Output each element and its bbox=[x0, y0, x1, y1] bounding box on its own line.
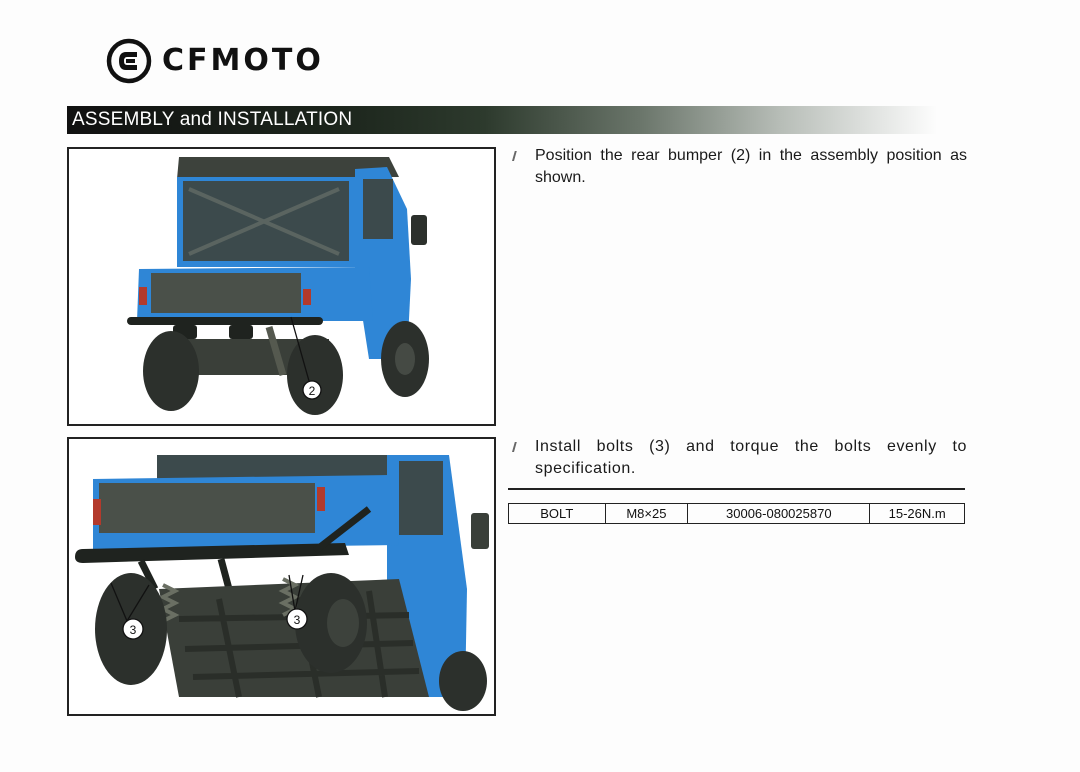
brand-logo bbox=[106, 38, 324, 84]
step-marker: // bbox=[512, 439, 514, 455]
callout-number-2: 2 bbox=[308, 384, 316, 398]
tail-light-left bbox=[139, 287, 147, 305]
cfmoto-logo-icon bbox=[106, 38, 152, 84]
section-header bbox=[67, 106, 937, 134]
step-text: Position the rear bumper (2) in the assembly position as shown. bbox=[535, 147, 967, 186]
vehicle-underside-illustration bbox=[69, 439, 494, 714]
cell-size: M8×25 bbox=[605, 504, 688, 524]
wheel-rear-right bbox=[287, 335, 343, 415]
wheel-hub bbox=[327, 599, 359, 647]
tail-light-right bbox=[303, 289, 311, 305]
cell-torque: 15-26N.m bbox=[870, 504, 965, 524]
divider bbox=[508, 488, 965, 490]
tail-light-left bbox=[93, 499, 101, 525]
brand-name: CFMOTO bbox=[162, 43, 324, 78]
side-mirror bbox=[471, 513, 489, 549]
side-window bbox=[399, 461, 443, 535]
side-mirror bbox=[411, 215, 427, 245]
tailgate bbox=[151, 273, 301, 313]
tail-light-right bbox=[317, 487, 325, 511]
step-marker: // bbox=[512, 148, 514, 164]
figure-bumper-position bbox=[67, 147, 496, 426]
callout-number-3-right: 3 bbox=[293, 613, 301, 627]
step-text: Install bolts (3) and torque the bolts evenly to specification. bbox=[535, 438, 967, 477]
cell-part: BOLT bbox=[509, 504, 606, 524]
vehicle-rear-illustration bbox=[69, 149, 494, 424]
figure-bolt-install bbox=[67, 437, 496, 716]
instruction-step-1 bbox=[512, 145, 967, 189]
bumper-bracket-right bbox=[229, 325, 253, 339]
tailgate bbox=[99, 483, 315, 533]
table-row bbox=[509, 504, 965, 524]
instruction-step-2 bbox=[512, 436, 967, 480]
cell-part-number: 30006-080025870 bbox=[688, 504, 870, 524]
section-title: ASSEMBLY and INSTALLATION bbox=[72, 109, 353, 130]
spec-table bbox=[508, 503, 965, 524]
wheel-hub bbox=[395, 343, 415, 375]
wheel-rear-left bbox=[143, 331, 199, 411]
rear-bumper bbox=[127, 317, 323, 325]
side-window bbox=[363, 179, 393, 239]
callout-number-3-left: 3 bbox=[129, 623, 137, 637]
wheel-front-right bbox=[439, 651, 487, 711]
